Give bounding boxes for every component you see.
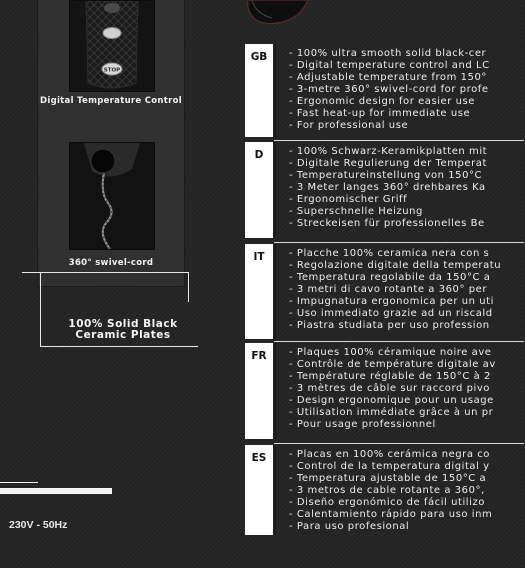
divider (274, 445, 276, 535)
divider (274, 140, 524, 141)
divider (274, 142, 276, 238)
divider (40, 272, 41, 346)
list-item: - 3 mètres de câble sur raccord pivo (289, 383, 490, 394)
feature-list-fr (289, 347, 496, 431)
swivel-cord-image (69, 142, 155, 250)
list-item: - Regolazione digitale della temperatu (289, 260, 502, 271)
divider (274, 443, 524, 444)
divider (274, 244, 276, 339)
list-item: - Pour usage professionnel (289, 419, 436, 430)
list-item: - Temperatura regolabile da 150°C a (289, 272, 491, 283)
lang-block-fr (245, 343, 525, 439)
list-item: - For professional use (289, 120, 409, 131)
feature-list-it (289, 248, 501, 332)
list-item: - Piastra studiata per uso profession (289, 320, 490, 331)
ceramic-plates-badge (22, 272, 198, 348)
list-item: - Contrôle de température digitale av (289, 359, 496, 370)
lang-block-gb (245, 44, 525, 137)
list-item: - Calentamiento rápido para uso inm (289, 509, 493, 520)
list-item: - Fast heat-up for immediate use (289, 108, 471, 119)
list-item: - Control de la temperatura digital y (289, 461, 490, 472)
lang-code-gb: GB (245, 44, 273, 137)
list-item: - Streckeisen für professionelles Be (289, 218, 485, 229)
list-item: - 3 Meter langes 360° drehbares Ka (289, 182, 486, 193)
divider (274, 341, 524, 342)
list-item: - Ergonomic design for easier use (289, 96, 476, 107)
list-item: - Superschnelle Heizung (289, 206, 423, 217)
voltage-label: 230V - 50Hz (9, 519, 68, 531)
lang-code-d: D (245, 142, 273, 238)
list-item: - Uso immediato grazie ad un riscald (289, 308, 493, 319)
list-item: - Adjustable temperature from 150° (289, 72, 487, 83)
lang-code-it: IT (245, 244, 273, 339)
list-item: - Diseño ergonómico de fácil utilizo (289, 497, 485, 508)
ceramic-plates-label: 100% Solid Black Ceramic Plates (68, 318, 178, 341)
list-item: - Impugnatura ergonomica per un uti (289, 296, 494, 307)
divider (274, 44, 276, 137)
divider (40, 346, 198, 347)
list-item: - Température réglable de 150°C à 2 (289, 371, 491, 382)
list-item: - 100% ultra smooth solid black-cer (289, 48, 487, 59)
divider (274, 242, 524, 243)
product-image (242, 0, 312, 26)
list-item: - Temperatura ajustable de 150°C a (289, 473, 487, 484)
feature-list-d (289, 146, 487, 230)
lang-code-es: ES (245, 445, 273, 535)
divider (0, 488, 112, 494)
stop-label: STOP (103, 67, 121, 74)
feature-list-gb (289, 48, 490, 132)
list-item: - Para uso profesional (289, 521, 410, 532)
list-item: - 3 metros de cable rotante a 360°, (289, 485, 485, 496)
list-item: - 3 metri di cavo rotante a 360° per (289, 284, 487, 295)
list-item: - 3-metre 360° swivel-cord for profe (289, 84, 489, 95)
digital-temperature-caption: Digital Temperature Control (40, 96, 182, 106)
remote-control-image (69, 0, 155, 92)
list-item: - Utilisation immédiate grâce à un pr (289, 407, 494, 418)
divider (0, 482, 38, 483)
swivel-cord-caption: 360° swivel-cord (68, 258, 154, 268)
divider (188, 272, 189, 302)
lang-code-fr: FR (245, 343, 273, 439)
button-top-icon (104, 3, 120, 13)
divider (274, 343, 276, 439)
list-item: - 100% Schwarz-Keramikplatten mit (289, 146, 488, 157)
divider (22, 272, 188, 273)
button-mid-icon (103, 28, 121, 39)
list-item: - Digital temperature control and LC (289, 60, 490, 71)
list-item: - Placas en 100% cerámica negra co (289, 449, 490, 460)
list-item: - Plaques 100% céramique noire ave (289, 347, 492, 358)
list-item: - Placche 100% ceramica nera con s (289, 248, 490, 259)
list-item: - Design ergonomique pour un usage (289, 395, 494, 406)
feature-list-es (289, 449, 492, 533)
lang-block-it (245, 244, 525, 339)
list-item: - Digitale Regulierung der Temperat (289, 158, 487, 169)
list-item: - Ergonomischer Griff (289, 194, 408, 205)
list-item: - Temperatureinstellung von 150°C (289, 170, 483, 181)
lang-block-d (245, 142, 525, 238)
lang-block-es (245, 445, 525, 535)
